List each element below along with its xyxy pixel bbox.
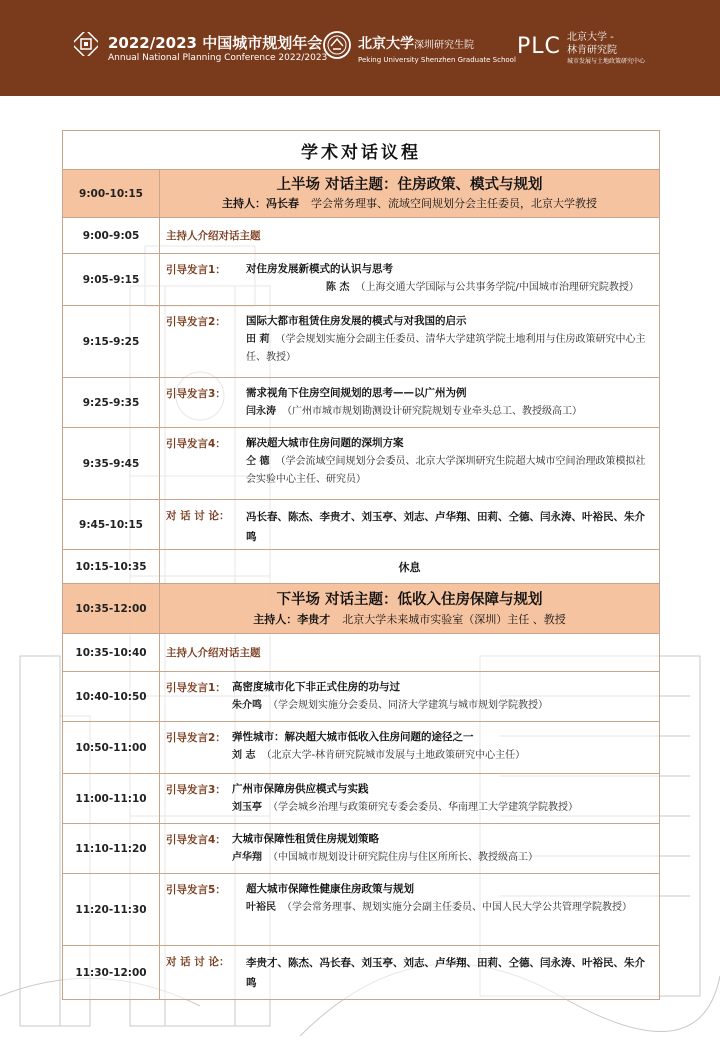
talk-topic: 高密度城市化下非正式住房的功与过 xyxy=(232,681,400,693)
speaker: 闫永涛 （广州市城市规划勘测设计研究院规划专业牵头总工、教授级高工） xyxy=(246,406,582,417)
intro-label: 主持人介绍对话主题 xyxy=(166,230,261,242)
session-heading: 下半场 对话主题：低收入住房保障与规划 xyxy=(276,592,543,608)
pku-name: 北京大学深圳研究生院 xyxy=(358,36,474,52)
table-row: 9:45-10:15 对 话 讨 论： 冯长春、陈杰、李贵才、刘玉亭、刘志、卢华翔、田莉、仝德、闫永涛、叶裕民、朱介鸣 xyxy=(63,499,659,549)
session-host: 主持人：冯长春 学会常务理事、流域空间规划分会主任委员，北京大学教授 xyxy=(222,197,597,210)
table-row: 9:35-9:45 引导发言4： 解决超大城市住房问题的深圳方案 仝 德 （学会流域空间规划分会委员、北京大学深圳研究生院超大城市空间治理政策模拟社会实验中心主任、研究员） xyxy=(63,427,659,499)
table-row: 9:15-9:25 引导发言2： 国际大都市租赁住房发展的模式与对我国的启示 田 莉 （学会规划实施分会副主任委员、清华大学建筑学院土地利用与住房政策研究中心主任、教授） xyxy=(63,305,659,377)
talk-topic: 超大城市保障性健康住房政策与规划 xyxy=(246,883,414,895)
conference-seal-icon xyxy=(74,32,98,56)
table-row: 11:10-11:20 引导发言4： 大城市保障性租赁住房规划策略 卢华翔 （中国城市规划设计研究院住房与住区所所长、教授级高工） xyxy=(63,823,659,873)
table-row: 11:20-11:30 引导发言5： 超大城市保障性健康住房政策与规划 叶裕民 （学会常务理事、规划实施分会副主任委员、中国人民大学公共管理学院教授） xyxy=(63,873,659,945)
table-row: 10:50-11:00 引导发言2： 弹性城市：解决超大城市低收入住房问题的途径之一 刘 志 （北京大学-林肯研究院城市发展与土地政策研究中心主任） xyxy=(63,721,659,773)
table-row: 9:05-9:15 引导发言1： 对住房发展新模式的认识与思考 陈 杰 （上海交通大学国际与公共事务学院/中国城市治理研究院教授） xyxy=(63,253,659,305)
speaker: 刘 志 （北京大学-林肯研究院城市发展与土地政策研究中心主任） xyxy=(232,750,526,761)
talk-topic: 需求视角下住房空间规划的思考——以广州为例 xyxy=(246,387,467,399)
table-row: 9:00-9:05 主持人介绍对话主题 xyxy=(63,217,659,253)
agenda-table xyxy=(62,130,660,1000)
talk-topic: 国际大都市租赁住房发展的模式与对我国的启示 xyxy=(246,315,467,327)
agenda-title: 学术对话议程 xyxy=(301,142,421,163)
session-time: 9:00-10:15 xyxy=(63,170,160,217)
agenda-title-row xyxy=(63,131,659,169)
plc-logo: PLC xyxy=(517,34,561,59)
session-heading: 上半场 对话主题：住房政策、模式与规划 xyxy=(276,177,543,193)
first-half-header-row xyxy=(63,169,659,217)
discussion-participants: 冯长春、陈杰、李贵才、刘玉亭、刘志、卢华翔、田莉、仝德、闫永涛、叶裕民、朱介鸣 xyxy=(246,511,645,543)
header-banner xyxy=(0,0,720,96)
talk-topic: 解决超大城市住房问题的深圳方案 xyxy=(246,437,404,449)
session-time: 10:35-12:00 xyxy=(63,584,160,633)
break-label: 休息 xyxy=(398,560,421,574)
plc-name: 北京大学 - 林肯研究院 城市发展与土地政策研究中心 xyxy=(567,32,646,65)
pku-english-name: Peking University Shenzhen Graduate School xyxy=(358,56,516,64)
talk-topic: 对住房发展新模式的认识与思考 xyxy=(246,263,393,275)
session-host: 主持人：李贵才 北京大学未来城市实验室（深圳）主任 、教授 xyxy=(253,613,566,626)
conference-title: 2022/2023 中国城市规划年会 xyxy=(108,34,323,52)
speaker: 田 莉 （学会规划实施分会副主任委员、清华大学建筑学院土地利用与住房政策研究中心主任、教授） xyxy=(246,334,646,363)
conference-subtitle: Annual National Planning Conference 2022/2023 xyxy=(108,53,328,63)
speaker: 仝 德 （学会流域空间规划分会委员、北京大学深圳研究生院超大城市空间治理政策模拟社会实验中心主任、研究员） xyxy=(246,456,646,485)
break-row: 10:15-10:35 休息 xyxy=(63,549,659,583)
speaker: 陈 杰 （上海交通大学国际与公共事务学院/中国城市治理研究院教授） xyxy=(326,282,639,293)
pku-emblem-icon xyxy=(322,30,352,60)
table-row: 10:35-10:40 主持人介绍对话主题 xyxy=(63,633,659,671)
intro-label: 主持人介绍对话主题 xyxy=(166,647,261,659)
second-half-header-row xyxy=(63,583,659,633)
table-row: 10:40-10:50 引导发言1： 高密度城市化下非正式住房的功与过 朱介鸣 （学会规划实施分会委员、同济大学建筑与城市规划学院教授） xyxy=(63,671,659,721)
talk-topic: 大城市保障性租赁住房规划策略 xyxy=(232,833,379,845)
table-row: 11:00-11:10 引导发言3： 广州市保障房供应模式与实践 刘玉亭 （学会城乡治理与政策研究专委会委员、华南理工大学建筑学院教授） xyxy=(63,773,659,823)
talk-topic: 广州市保障房供应模式与实践 xyxy=(232,783,369,795)
speaker: 朱介鸣 （学会规划实施分会委员、同济大学建筑与城市规划学院教授） xyxy=(232,700,548,711)
speaker: 卢华翔 （中国城市规划设计研究院住房与住区所所长、教授级高工） xyxy=(232,852,538,863)
talk-topic: 弹性城市：解决超大城市低收入住房问题的途径之一 xyxy=(232,731,474,743)
table-row: 9:25-9:35 引导发言3： 需求视角下住房空间规划的思考——以广州为例 闫永涛 （广州市城市规划勘测设计研究院规划专业牵头总工、教授级高工） xyxy=(63,377,659,427)
speaker: 叶裕民 （学会常务理事、规划实施分会副主任委员、中国人民大学公共管理学院教授） xyxy=(246,902,632,913)
discussion-participants: 李贵才、陈杰、冯长春、刘玉亭、刘志、卢华翔、田莉、仝德、闫永涛、叶裕民、朱介鸣 xyxy=(246,957,645,989)
speaker: 刘玉亭 （学会城乡治理与政策研究专委会委员、华南理工大学建筑学院教授） xyxy=(232,802,578,813)
table-row: 11:30-12:00 对 话 讨 论： 李贵才、陈杰、冯长春、刘玉亭、刘志、卢华翔、田莉、仝德、闫永涛、叶裕民、朱介鸣 xyxy=(63,945,659,999)
